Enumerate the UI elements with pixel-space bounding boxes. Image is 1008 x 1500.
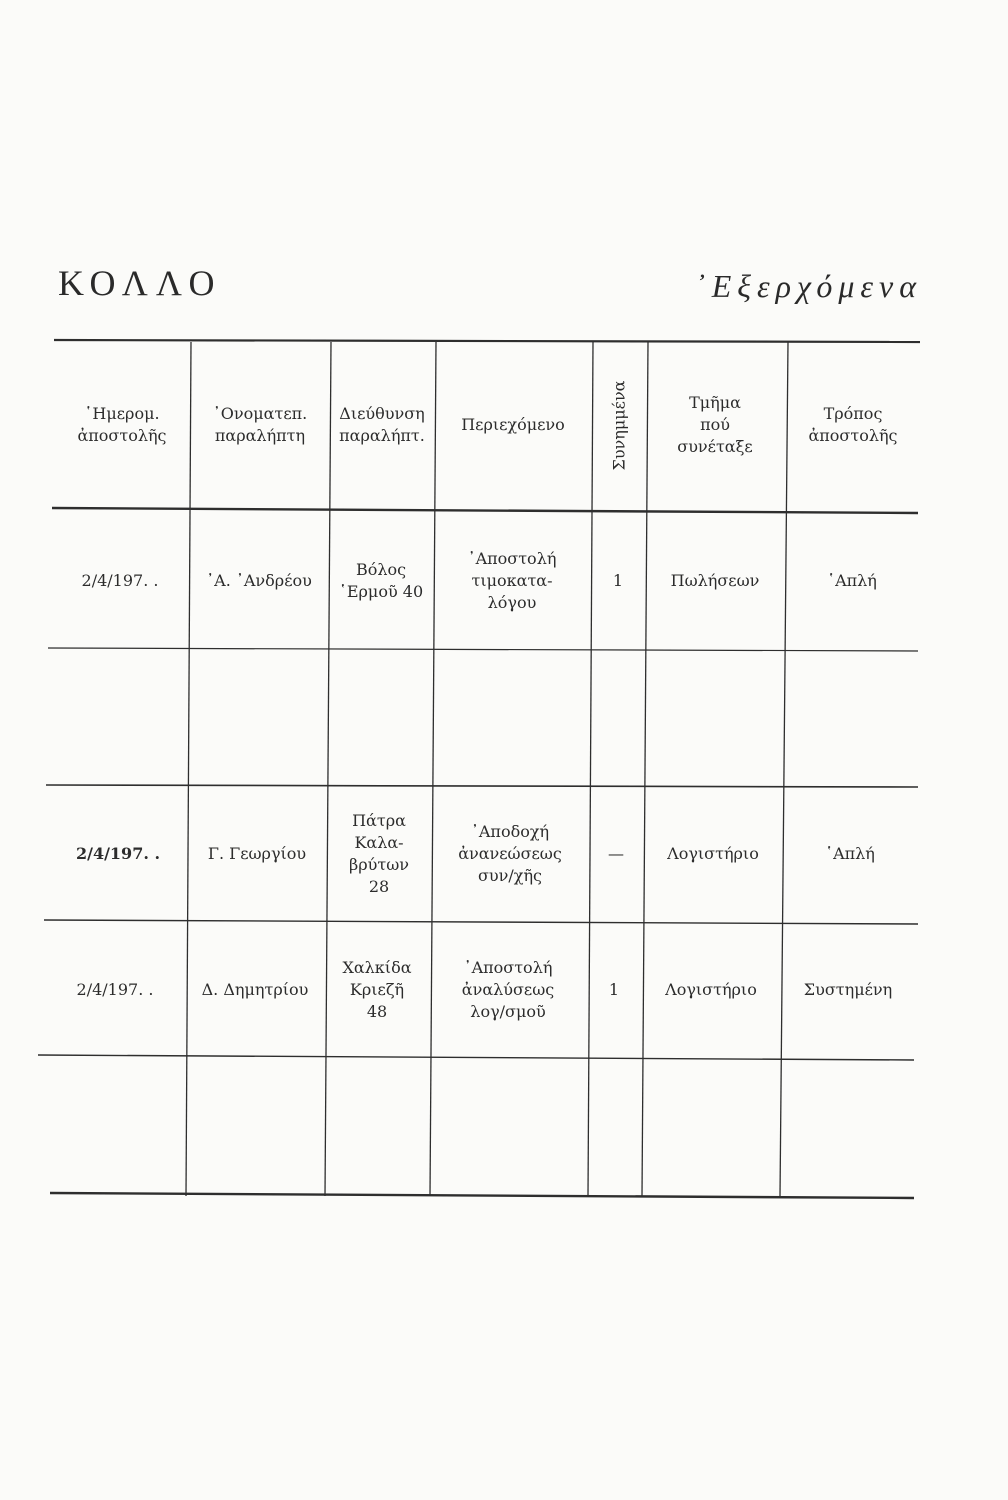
row-3-content: ᾿Αποστολή ἀναλύσεως λογ/σμοῦ — [461, 958, 555, 1021]
row-3-name: Δ. Δημητρίου — [201, 980, 309, 999]
row-2-address: Πάτρα Καλα- βρύτων 28 — [348, 811, 409, 896]
rule-row-2 — [46, 785, 918, 787]
row-3-date: 2/4/197. . — [76, 980, 154, 999]
row-2-attachments: — — [608, 844, 624, 863]
row-3-attachments: 1 — [608, 980, 620, 999]
rule-top — [54, 340, 920, 342]
rule-row-1 — [48, 648, 918, 651]
page-subtitle: ᾿Εξερχόμενα — [695, 268, 922, 304]
header-send-method: Τρόπος ἀποστολῆς — [808, 404, 898, 445]
row-1-content: ᾿Αποστολή τιμοκατα- λόγου — [467, 549, 557, 612]
row-3-method: Συστημένη — [803, 980, 893, 999]
header-recipient-name: ᾿Ονοματεπ. παραλήπτη — [212, 404, 308, 445]
row-1-attachments: 1 — [612, 571, 624, 590]
row-1-method: ῾Απλή — [827, 571, 877, 590]
row-2-date: 2/4/197. . — [75, 844, 161, 863]
header-recipient-address: Διεύθυνση παραλήπτ. — [339, 404, 425, 445]
header-content: Περιεχόμενο — [461, 415, 565, 434]
row-3-department: Λογιστήριο — [665, 980, 757, 999]
row-2-name: Γ. Γεωργίου — [207, 844, 307, 863]
row-2-method: ῾Απλή — [825, 844, 875, 863]
header-attachments: Συνημμένα — [609, 380, 629, 470]
row-2-department: Λογιστήριο — [667, 844, 759, 863]
row-1-date: 2/4/197. . — [81, 571, 159, 590]
rule-bottom — [50, 1193, 914, 1198]
rule-header-bottom — [52, 508, 918, 513]
row-1-department: Πωλήσεων — [670, 571, 760, 590]
page-title: ΚΟΛΛΟ — [58, 263, 223, 303]
row-1-name: ᾿Α. ᾿Ανδρέου — [206, 571, 312, 590]
row-1-address: Βόλος ῾Ερμοῦ 40 — [338, 560, 424, 601]
header-date: ῾Ημερομ. ἀποστολῆς — [77, 404, 167, 445]
header-department: Τμῆμα πού συνέταξε — [677, 393, 753, 456]
row-3-address: Χαλκίδα Κριεζῆ 48 — [342, 958, 412, 1021]
row-2-content: ᾿Αποδοχή ἀνανεώσεως συν/χῆς — [458, 822, 562, 885]
